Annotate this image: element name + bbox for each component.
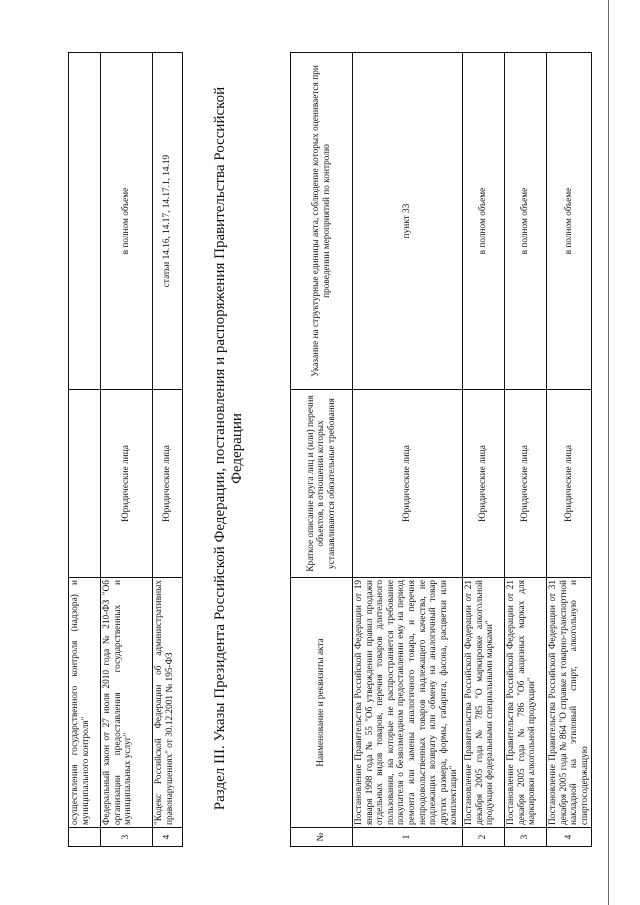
table-row [505,53,547,847]
table-row [547,53,592,847]
header-number: № [291,828,353,847]
structural-units: в полном объеме [101,53,153,390]
table-header-row [291,53,353,847]
acts-table-federal-laws [68,52,183,847]
structural-units: в полном объеме [505,53,547,390]
subjects-description: Юридические лица [101,390,153,578]
act-name: Федеральный закон от 27 июля 2010 года № 210-ФЗ "Об организации предоставления государственных и муниципальных услуг" [101,578,153,828]
act-name: "Кодекс Российской Федерации об административных правонарушениях" от 30.12.2001 № 195-ФЗ [153,578,183,828]
subjects-description [69,390,101,578]
subjects-description: Юридические лица [463,390,505,578]
row-number: 4 [153,828,183,847]
header-act-name: Наименование и реквизиты акта [291,578,353,828]
row-number: 1 [353,828,463,847]
act-name: Постановление Правительства Российской Федерации от 19 января 1998 года № 55 "Об утверждении правил продажи отдельных видов товаров, перечня товаров длительного пользования, на которые не распространяется требование покупателя о безвозмездном предоставлении ему на период ремонта или замены аналогичного товара, и перечня непродовольственных товаров надлежащего качества, не подлежащих возврату или обмену на аналогичный товар других размера, формы, габарита, фасона, расцветки или комплектации" [353,578,463,828]
table-row [463,53,505,847]
structural-units: статьи 14.16, 14.17, 14.17.1, 14.19 [153,53,183,390]
row-number: 3 [101,828,153,847]
subjects-description: Юридические лица [353,390,463,578]
structural-units: в полном объеме [547,53,592,390]
subjects-description: Юридические лица [153,390,183,578]
subjects-description: Юридические лица [547,390,592,578]
table-row [101,53,153,847]
table-row [69,53,101,847]
table-row [153,53,183,847]
structural-units [69,53,101,390]
acts-table-government-decrees [290,52,592,847]
act-name: Постановление Правительства Российской Федерации от 21 декабря 2005 года № 786 "Об акцизных марках для маркировки алкогольной продукции" [505,578,547,828]
row-number: 2 [463,828,505,847]
row-number [69,828,101,847]
page-edge-line [608,0,609,905]
table-row [353,53,463,847]
structural-units: пункт 33 [353,53,463,390]
act-name: Постановление Правительства Российской Федерации от 31 декабря 2005 года № 864 "О справке к товарно-транспортной накладной на этиловый спирт, алкогольную и спиртосодержащую [547,578,592,828]
structural-units: в полном объеме [463,53,505,390]
row-number: 4 [547,828,592,847]
header-subjects: Краткое описание круга лиц и (или) перечня объектов, в отношении которых устанавливаются обязательные требования [291,390,353,578]
header-structural-units: Указание на структурные единицы акта, соблюдение которых оценивается при проведении мероприятий по контролю [291,53,353,390]
row-number: 3 [505,828,547,847]
subjects-description: Юридические лица [505,390,547,578]
act-name: Постановление Правительства Российской Федерации от 21 декабря 2005 года № 785 "О маркировке алкогольной продукции федеральными специальными марками" [463,578,505,828]
section-heading: Раздел III. Указы Президента Российской Федерации, постановления и распоряжения Правительства Российской Федерации [212,86,245,811]
act-name: осуществления государственного контроля (надзора) и муниципального контроля" [69,578,101,828]
